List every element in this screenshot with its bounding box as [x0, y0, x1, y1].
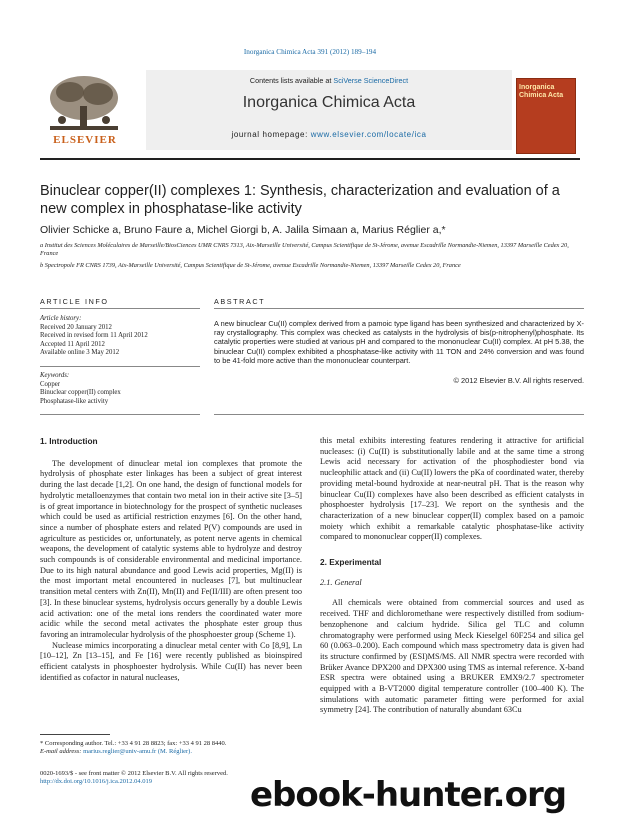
keyword-item: Binuclear copper(II) complex [40, 389, 121, 397]
author-list: Olivier Schicke a, Bruno Faure a, Michel Giorgi b, A. Jalila Simaan a, Marius Réglier a,* [40, 224, 446, 236]
received-date: Received 20 January 2012 [40, 323, 112, 331]
keywords-label: Keywords: [40, 372, 70, 379]
experimental-heading: 2. Experimental [320, 557, 382, 568]
abstract-copyright: © 2012 Elsevier B.V. All rights reserved. [453, 376, 584, 385]
body-left-column [40, 436, 302, 683]
issn-line: 0020-1693/$ - see front matter © 2012 Elsevier B.V. All rights reserved. [40, 770, 228, 777]
journal-cover-title: Inorganica Chimica Acta [519, 84, 564, 99]
right-paragraph-2: All chemicals were obtained from commercial sources and used as received. THF and dichloromethane were respectively distilled from sodium-benzophenone and calcium hydride. Silica gel TLC and column chromatography were performed using Meck Kieselgel 60F254 and silica gel 60 (0.063–0.200). Each compound which mass spectrometry data is given had its structure confirmed by (ESI)MS/MS. All NMR spectra were recorded with Brüker Avance DPX200 and DPX300 using TMS as internal reference. X-band ESR spectra were obtained using a BRUKER EMX9/2.7 spectrometer equipped with a B-VT2000 digital temperature controller (100–400 K). The simulations with automatic parameter fitting were performed for axial symmetry [24]. The contribution of naturally abundant 63Cu [320, 598, 584, 715]
history-label: Article history: [40, 315, 82, 322]
right-paragraph-1: this metal exhibits interesting features rendering it attractive for artificial nucleases: (i) Cu(II) is substitutionally labile and at the same time a strong Lewis acid necessary for activation of the phosphodiester bond via nucleophilic attack and (ii) Cu(II) lowers the pKa of coordinated water, thereby providing metal-bound hydroxide at near-neutral pH. That is the reason why binuclear Cu(II) complexes have also been described as efficient catalysts in phosphoester hydrolysis [17–23]. We report on the synthesis and the characterization of a new binuclear copper(II) complex based on a pamoic moiety which exhibit a remarkable catalytic phosphatase-like activity compared to mononuclear copper(II) complexes. [320, 436, 584, 542]
email-link[interactable]: marius.reglier@univ-amu.fr (M. Réglier). [83, 748, 192, 755]
body-right-column [320, 436, 584, 716]
publisher-logo-text: ELSEVIER [53, 134, 117, 146]
revised-date: Received in revised form 11 April 2012 [40, 332, 148, 340]
accepted-date: Accepted 11 April 2012 [40, 340, 105, 348]
keyword-item: Phosphatase-like activity [40, 397, 109, 405]
footnote [40, 740, 300, 756]
keyword-item: Copper [40, 380, 61, 388]
article-title: Binuclear copper(II) complexes 1: Synthesis, characterization and evaluation of a new complex in phosphatase-like activity [40, 183, 560, 217]
abstract-rule [214, 308, 584, 309]
sciencedirect-link[interactable]: SciVerse ScienceDirect [333, 76, 409, 85]
general-heading: 2.1. General [320, 577, 362, 587]
watermark: ebook-hunter.org [250, 775, 567, 815]
online-date: Available online 3 May 2012 [40, 349, 120, 357]
info-bottom-rule [40, 414, 200, 415]
footnote-rule [40, 734, 110, 735]
journal-citation: Inorganica Chimica Acta 391 (2012) 189–194 [243, 48, 377, 56]
contents-prefix: Contents lists available at [249, 76, 332, 85]
keywords [40, 372, 205, 406]
email-label: E-mail address: [40, 748, 82, 755]
keywords-rule [40, 366, 200, 367]
affiliation-a: a Institut des Sciences Moléculaires de Marseille/BiosCiences UMR CNRS 7313, Aix-Marseille Université, Campus Scientifique de St-Jérome, avenue Escadrille Normandie-Niemen, 13397 Marseille Cedex 20, France [40, 242, 569, 257]
abstract-text: A new binuclear Cu(II) complex derived from a pamoic type ligand has been synthesized and characterized by X-ray crystallography. This complex was checked as catalysts in the hydrolysis of bis(p-nitrophenyl)phosphate. Its catalytic properties were studied at various pH and compared to the mononuclear Cu(II) complex. At pH 5.38, the binuclear Cu(II) complex exhibited a phosphatase-like activity with 11 TON and 24% conversion and was found to be 41-fold more active than the mononuclear counterpart. [214, 319, 584, 365]
doi-link[interactable]: http://dx.doi.org/10.1016/j.ica.2012.04.019 [40, 778, 153, 785]
article-info-rule [40, 308, 200, 309]
homepage-link[interactable]: www.elsevier.com/locate/ica [310, 130, 427, 139]
article-info-heading: ARTICLE INFO [40, 297, 109, 306]
abstract-bottom-rule [214, 414, 584, 415]
corresponding-author: * Corresponding author. Tel.: +33 4 91 28 8823; fax: +33 4 91 28 8440. [40, 740, 227, 747]
homepage-prefix: journal homepage: [231, 130, 308, 139]
journal-name: Inorganica Chimica Acta [242, 94, 416, 111]
intro-paragraph-1: The development of dinuclear metal ion complexes that promote the hydrolysis of phosphate ester linkages has been a subject of great interest during the last decade [1,2]. On one hand, the design of functional models for hydrolytic metalloenzymes that contain two metal ion in their active site [3–5] is of great importance in biotechnology for the prospect of synthetic nucleases which could be used as artificial restriction enzymes [6]. On the other hand, since a number of phosphate esters and related P(V) compounds are used in agriculture as pesticides or, unfortunately, as potent nerve agents in chemical weapons, the development of catalytic systems able to hydrolyze and destroy such compounds is of considerable environmental and medicinal importance. Due to its high natural abundance and good Lewis acid properties, Mg(II) is the most important metal encountered in nucleases [7], but multinuclear transition metal centers with Zn(II), Mn(II) and Fe(II/III) are often present too [3]. In these binuclear systems, hydrolysis occurs generally by a double Lewis acid activation: one of the metal ions renders the coordinated water more acidic while the second metal activates the phosphate ester group thus favoring an intramolecular hydrolysis of the phosphoester group (Scheme 1). [40, 458, 302, 639]
article-history [40, 315, 205, 358]
abstract-heading: ABSTRACT [214, 297, 266, 306]
journal-homepage [146, 130, 512, 139]
header-rule [40, 158, 580, 160]
introduction-heading: 1. Introduction [40, 436, 98, 446]
intro-paragraph-2: Nuclease mimics incorporating a dinuclear metal center with Co [8,9], Ln [10–12], Zn [13–15], and Fe [16] were recently published as bioinspired efficient catalysts in phosphoester hydrolysis. While Cu(II) has never been identified as cofactor in natural nucleases, [40, 640, 302, 682]
affiliation-b: b Spectropole FR CNRS 1739, Aix-Marseille Université, Campus Scientifique de St-Jérome, avenue Escadrille Normandie-Niemen, 13397 Marseille Cedex 20, France [40, 262, 461, 269]
contents-line [146, 76, 512, 85]
